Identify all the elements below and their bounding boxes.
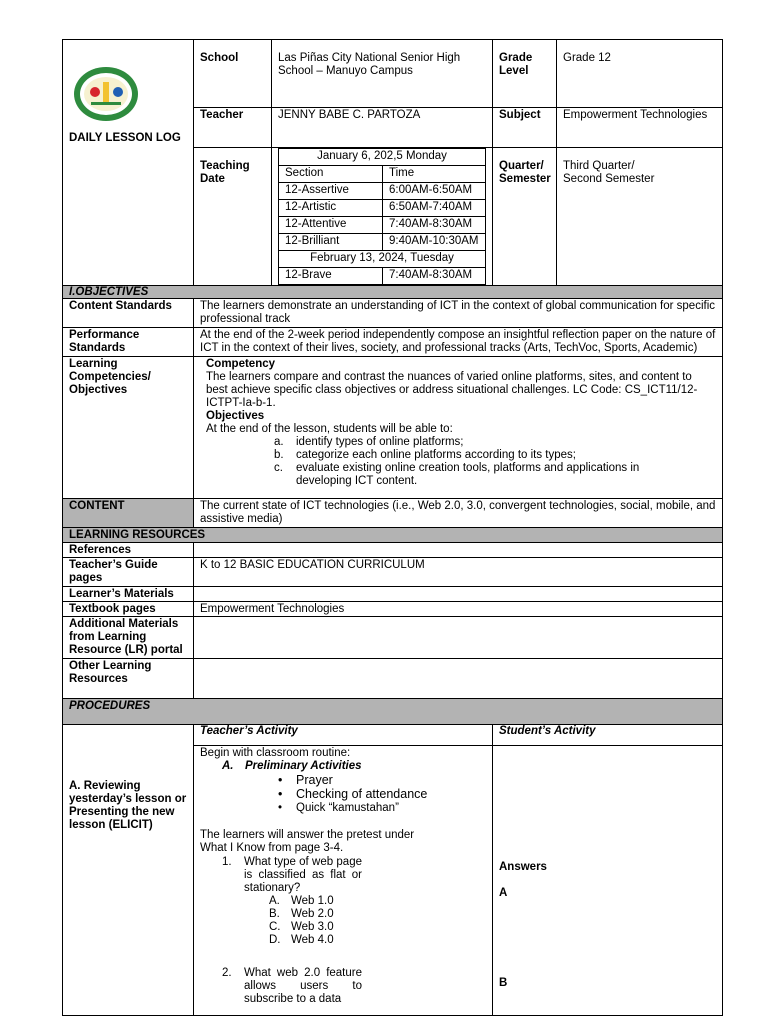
question-2 xyxy=(200,967,486,1006)
objective-marker: b. xyxy=(274,449,284,461)
objectives-intro: At the end of the lesson, students will be able to: xyxy=(206,423,453,435)
procedures-heading: PROCEDURES xyxy=(63,699,723,725)
grade-level-value: Grade 12 xyxy=(557,40,723,108)
step-a-label: A. Reviewing yesterday’s lesson or Presenting the new lesson (ELICIT) xyxy=(63,725,194,1016)
performance-standards-label: Performance Standards xyxy=(63,328,194,357)
references-label: References xyxy=(63,543,194,558)
question-text: What type of web page is classified as flat or stationary? xyxy=(244,856,362,894)
textbook-pages-value: Empowerment Technologies xyxy=(194,602,723,617)
teachers-guide-value: K to 12 BASIC EDUCATION CURRICULUM xyxy=(194,558,723,587)
semester-value: Second Semester xyxy=(563,173,655,185)
pretest-instructions: The learners will answer the pretest under What I Know from page 3-4. xyxy=(200,829,415,854)
learning-resources-heading: LEARNING RESOURCES xyxy=(63,528,723,543)
school-value: Las Piñas City National Senior High School – Manuyo Campus xyxy=(272,40,493,108)
schedule-section-header: Section xyxy=(279,166,383,183)
schedule-table xyxy=(278,148,486,285)
learners-materials-label: Learner’s Materials xyxy=(63,587,194,602)
learning-competencies-cell xyxy=(194,357,723,499)
answers-label: Answers xyxy=(499,861,547,873)
preliminary-activities xyxy=(200,760,486,773)
option-text: Web 3.0 xyxy=(291,921,334,933)
schedule-section: 12-Brave xyxy=(279,268,383,285)
objectives-heading: I.OBJECTIVES xyxy=(63,286,723,299)
subject-label: Subject xyxy=(493,108,557,148)
option-text: Web 4.0 xyxy=(291,934,334,946)
schedule-time: 7:40AM-8:30AM xyxy=(383,268,486,285)
teaching-date-label: Teaching Date xyxy=(194,148,272,286)
schedule-time: 9:40AM-10:30AM xyxy=(383,234,486,251)
schedule-time: 7:40AM-8:30AM xyxy=(383,217,486,234)
objective-marker: a. xyxy=(274,436,284,448)
schedule-time-header: Time xyxy=(383,166,486,183)
bullet-item: • Quick “kamustahan” xyxy=(296,802,486,815)
option-marker: C. xyxy=(269,921,281,933)
additional-materials-label: Additional Materials from Learning Resource (LR) portal xyxy=(63,617,194,659)
option-text: Web 1.0 xyxy=(291,895,334,907)
question-number: 1. xyxy=(222,856,232,868)
content-label: CONTENT xyxy=(63,499,194,528)
quarter-semester-value xyxy=(557,148,723,286)
textbook-pages-label: Textbook pages xyxy=(63,602,194,617)
header-title-cell xyxy=(63,40,194,286)
student-activity-header: Student’s Activity xyxy=(493,725,723,746)
answer-1: A xyxy=(499,887,508,899)
content-value: The current state of ICT technologies (i.e., Web 2.0, 3.0, convergent technologies, social, mobile, and assistive media) xyxy=(194,499,723,528)
bullet-item: • Checking of attendance xyxy=(296,788,486,801)
question-number: 2. xyxy=(222,967,232,979)
option-text: Web 2.0 xyxy=(291,908,334,920)
performance-standards-value: At the end of the 2-week period independently compose an insightful reflection paper on the nature of ICT in the context of their lives, society, and professional tracks (Arts, TechVoc, Sports, Academic) xyxy=(194,328,723,357)
objectives-list xyxy=(206,436,716,488)
references-value xyxy=(194,543,723,558)
lesson-log-table xyxy=(62,39,723,1016)
preliminary-marker: A. xyxy=(222,760,234,772)
option-marker: A. xyxy=(269,895,280,907)
option-item xyxy=(269,908,486,921)
option-item xyxy=(269,895,486,908)
objective-text: identify types of online platforms; xyxy=(296,436,464,448)
teacher-value: JENNY BABE C. PARTOZA xyxy=(272,108,493,148)
objective-item xyxy=(274,462,656,488)
schedule-date-1: January 6, 202,5 Monday xyxy=(279,149,486,166)
bullet-item: • Prayer xyxy=(296,774,486,787)
content-standards-label: Content Standards xyxy=(63,299,194,328)
other-resources-value xyxy=(194,659,723,699)
quarter-value: Third Quarter/ xyxy=(563,160,635,172)
additional-materials-value xyxy=(194,617,723,659)
school-label: School xyxy=(194,40,272,108)
schedule-section: 12-Assertive xyxy=(279,183,383,200)
other-resources-label: Other Learning Resources xyxy=(63,659,194,699)
objective-marker: c. xyxy=(274,462,283,474)
schedule-date-2: February 13, 2024, Tuesday xyxy=(279,251,486,268)
schedule-section: 12-Brilliant xyxy=(279,234,383,251)
grade-level-label: Grade Level xyxy=(493,40,557,108)
preliminary-label: Preliminary Activities xyxy=(245,760,362,772)
option-item xyxy=(269,934,486,947)
school-seal-logo xyxy=(73,66,139,122)
objectives-subheading: Objectives xyxy=(206,410,265,422)
schedule-time: 6:50AM-7:40AM xyxy=(383,200,486,217)
question-1-options xyxy=(200,895,486,947)
schedule-cell xyxy=(272,148,493,286)
competency-heading: Competency xyxy=(206,358,276,370)
option-marker: B. xyxy=(269,908,280,920)
schedule-time: 6:00AM-6:50AM xyxy=(383,183,486,200)
objective-text: categorize each online platforms according to its types; xyxy=(296,449,576,461)
content-standards-value: The learners demonstrate an understanding of ICT in the context of global communication for specific professional track xyxy=(194,299,723,328)
teacher-activity-cell xyxy=(194,746,493,1016)
objective-item xyxy=(274,449,716,462)
question-text: What web 2.0 feature allows users to subscribe to a data xyxy=(244,967,362,1005)
quarter-semester-label: Quarter/ Semester xyxy=(493,148,557,286)
learners-materials-value xyxy=(194,587,723,602)
competency-text: The learners compare and contrast the nuances of varied online platforms, sites, and content to best achieve specific class objectives or address situational challenges. LC Code: CS_ICT11/12-ICTPT-Ia-b-1. xyxy=(206,371,698,409)
objective-item xyxy=(274,436,716,449)
subject-value: Empowerment Technologies xyxy=(557,108,723,148)
teachers-guide-label: Teacher’s Guide pages xyxy=(63,558,194,587)
student-activity-cell xyxy=(493,746,723,1016)
teacher-activity-header: Teacher’s Activity xyxy=(194,725,493,746)
schedule-section: 12-Artistic xyxy=(279,200,383,217)
option-item xyxy=(269,921,486,934)
objective-text: evaluate existing online creation tools, platforms and applications in developing ICT content. xyxy=(296,462,640,487)
option-marker: D. xyxy=(269,934,281,946)
daily-lesson-log-page xyxy=(62,39,722,1016)
preliminary-bullets xyxy=(200,774,486,815)
schedule-section: 12-Attentive xyxy=(279,217,383,234)
routine-text: Begin with classroom routine: xyxy=(200,747,351,759)
answer-2: B xyxy=(499,977,508,989)
learning-competencies-label: Learning Competencies/ Objectives xyxy=(63,357,194,499)
daily-lesson-log-title: DAILY LESSON LOG xyxy=(69,132,181,144)
question-1 xyxy=(200,856,486,895)
teacher-label: Teacher xyxy=(194,108,272,148)
